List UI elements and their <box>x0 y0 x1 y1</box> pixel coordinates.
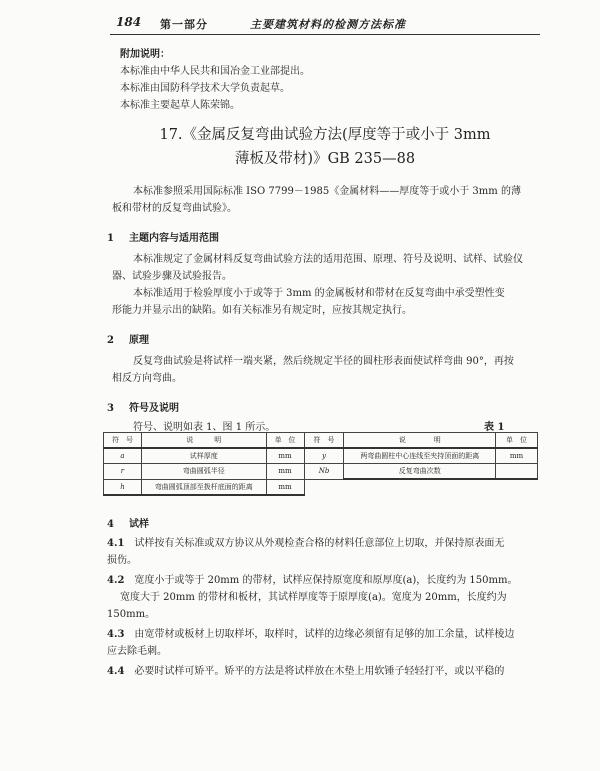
s1-para2-line1: 本标准适用于检验厚度小于或等于 3mm 的金属板材和带材在反复弯曲中承受塑性变 <box>133 288 505 299</box>
table-cell: 反复弯曲次数 <box>344 464 496 480</box>
col-header: 说 明 <box>141 433 266 449</box>
section-title: 试样 <box>129 519 149 530</box>
table-label: 表 1 <box>484 422 505 433</box>
item-4-2-line3: 150mm。 <box>107 609 156 620</box>
item-4-1-line2: 损伤。 <box>107 555 137 566</box>
section2-heading <box>107 331 149 346</box>
intro-line2: 板和带材的反复弯曲试验》。 <box>112 203 237 214</box>
item-4-3-line2: 应去除毛刺。 <box>107 646 167 657</box>
item-number: 4.3 <box>107 629 125 640</box>
s2-para-line2: 相反方向弯曲。 <box>112 373 182 384</box>
item-text: 必要时试样可矫平。矫平的方法是将试样放在木垫上用软锤子轻轻打平，或以平稳的 <box>134 666 505 677</box>
section-number: 3 <box>107 403 114 414</box>
table-cell: mm <box>266 479 304 495</box>
symbols-table <box>103 432 538 496</box>
section3-heading <box>107 399 179 414</box>
table-cell: mm <box>496 448 538 464</box>
col-header: 单 位 <box>496 433 538 449</box>
table-cell <box>344 479 496 495</box>
item-4-3-line1 <box>107 626 514 643</box>
item-text: 由宽带材或板材上切取样坏，取样时，试样的边缘必须留有足够的加工余量，试样棱边 <box>134 629 515 640</box>
col-header: 单 位 <box>266 433 304 449</box>
section-title: 原理 <box>129 335 149 346</box>
col-header: 符 号 <box>104 433 142 449</box>
item-text: 试样按有关标准或双方协议从外观检查合格的材料任意部位上切取，并保持原表面无 <box>134 538 505 549</box>
table-cell: y <box>304 448 344 464</box>
s1-para2-line2: 形能力并显示出的缺陷。如有关标准另有规定时，应按其规定执行。 <box>112 305 412 316</box>
section-title: 符号及说明 <box>129 403 179 414</box>
table-cell: 弯曲圆弧顶部至拨杆底面的距离 <box>141 479 266 495</box>
table-cell: 两弯曲圆柱中心连线至夹持顶面的距离 <box>344 448 496 464</box>
standard-title-line1: 17.《金属反复弯曲试验方法(厚度等于或小于 3mm <box>159 127 491 143</box>
item-number: 4.2 <box>107 575 125 586</box>
notes-line: 本标准由中华人民共和国冶金工业部提出。 <box>120 66 310 77</box>
item-4-1-line1 <box>107 535 504 552</box>
table-cell: 弯曲圆弧半径 <box>141 464 266 480</box>
section-number: 1 <box>107 233 114 244</box>
running-title: 主要建筑材料的检测方法标准 <box>250 18 406 31</box>
col-header: 符 号 <box>304 433 344 449</box>
s3-para: 符号、说明如表 1、图 1 所示。 <box>133 422 276 433</box>
notes-heading: 附加说明： <box>120 49 170 60</box>
notes-line: 本标准主要起草人陈荣锦。 <box>120 100 240 111</box>
table-cell <box>496 464 538 480</box>
part-label: 第一部分 <box>160 18 208 31</box>
table-row <box>104 479 538 495</box>
item-4-2-line2: 宽度大于 20mm 的带材和板材，其试样厚度等于原厚度(a)。宽度为 20mm，长度约为 <box>120 592 507 603</box>
table-cell: mm <box>266 464 304 480</box>
section1-heading <box>107 229 219 244</box>
section-title: 主题内容与适用范围 <box>129 233 219 244</box>
table-cell: r <box>104 464 142 480</box>
intro-line1: 本标准参照采用国际标准 ISO 7799－1985《金属材料——厚度等于或小于 3mm 的薄 <box>133 186 521 197</box>
table-cell: 试样厚度 <box>141 448 266 464</box>
item-number: 4.4 <box>107 666 125 677</box>
item-text: 宽度小于或等于 20mm 的带材，试样应保持原宽度和原厚度(a)，长度约为 150mm。 <box>134 575 518 586</box>
table-cell <box>496 479 538 495</box>
table-cell: Nb <box>304 464 344 480</box>
table-row <box>104 448 538 464</box>
s1-para1-line1: 本标准规定了金属材料反复弯曲试验方法的适用范围、原理、符号及说明、试样、试验仪 <box>133 254 523 265</box>
s1-para1-line2: 器、试验步骤及试验报告。 <box>112 271 232 282</box>
s2-para-line1: 反复弯曲试验是将试样一端夹紧，然后绕规定半径的圆柱形表面使试样弯曲 90°，再按 <box>133 356 514 367</box>
section-number: 2 <box>107 335 114 346</box>
item-number: 4.1 <box>107 538 125 549</box>
section-number: 4 <box>107 519 114 530</box>
table-cell <box>304 479 344 495</box>
standard-title-line2: 薄板及带材)》GB 235—88 <box>234 151 416 167</box>
page-number: 184 <box>116 15 142 29</box>
table-cell: mm <box>266 448 304 464</box>
table-cell: a <box>104 448 142 464</box>
notes-line: 本标准由国防科学技术大学负责起草。 <box>120 83 290 94</box>
table-header-row <box>104 433 538 449</box>
item-4-2-line1 <box>107 572 517 589</box>
page-header <box>110 12 540 35</box>
section4-heading <box>107 515 149 530</box>
additional-notes <box>120 46 310 114</box>
table-row <box>104 464 538 480</box>
col-header: 说 明 <box>344 433 496 449</box>
item-4-4-line1 <box>107 663 504 680</box>
table-cell: h <box>104 479 142 495</box>
